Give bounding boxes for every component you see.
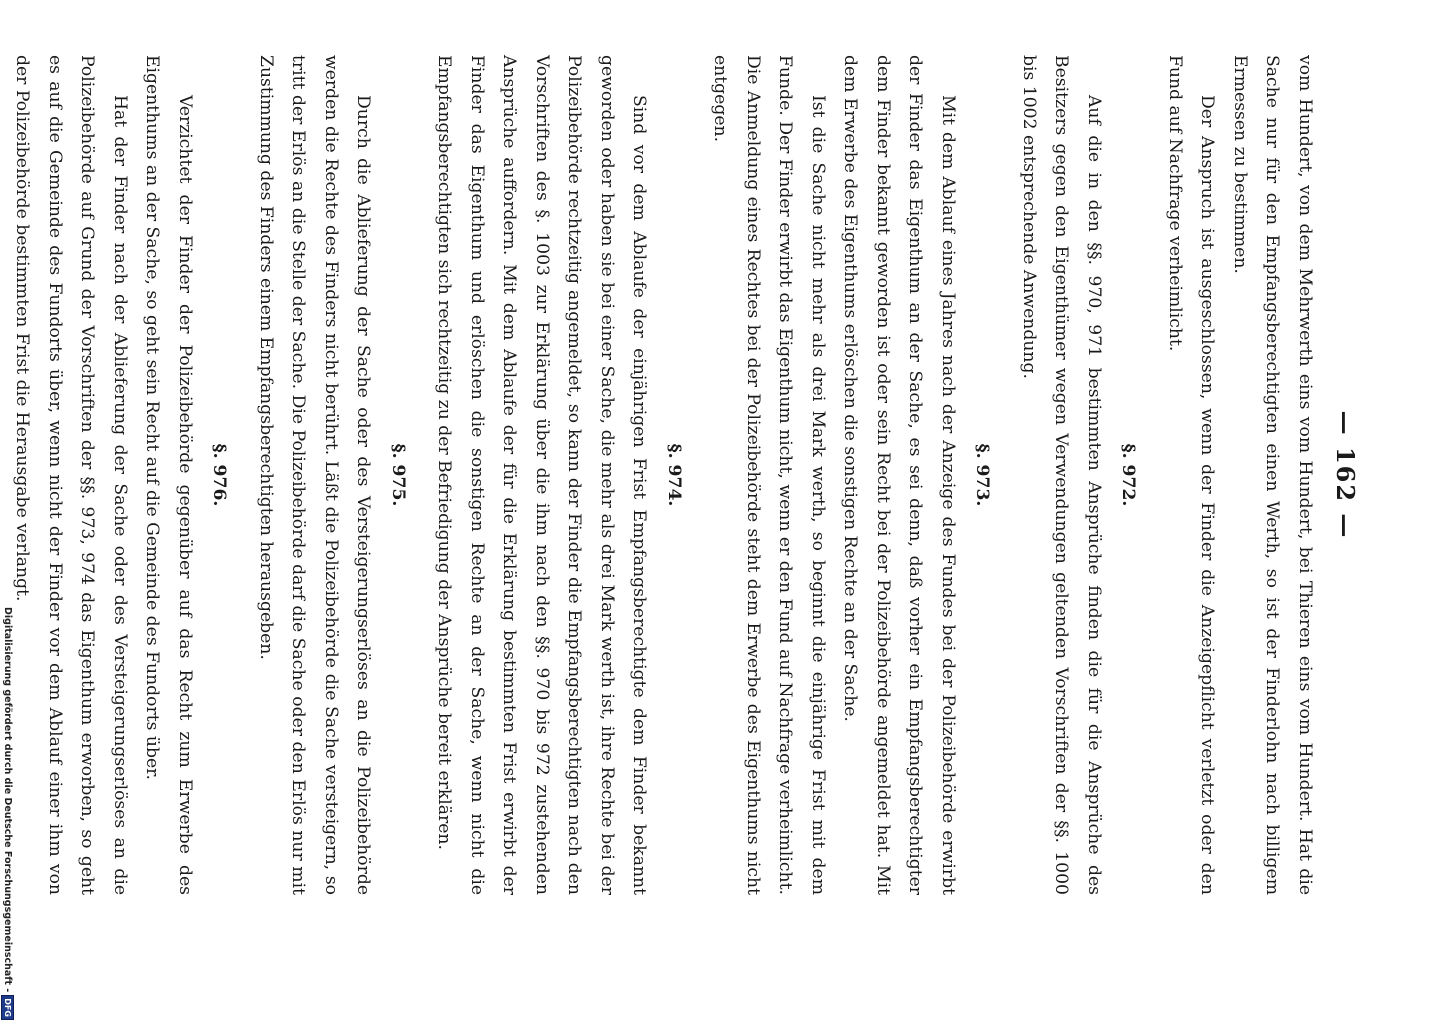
dfg-logo: DFG — [1, 995, 14, 1020]
paragraph: vom Hundert, von dem Mehrwerth eins vom Hundert, bei Thieren eins vom Hundert. Hat die Sache nur für den Empfangsberechtigten einen Werth, so ist der Finderlohn nach billigem Ermessen zu bestimmen. — [1230, 55, 1315, 895]
paragraph: Auf die in den §§. 970, 971 bestimmten Ansprüche finden die für die Ansprüche des Besitzers gegen den Eigenthümer wegen Verwendungen geltenden Vorschriften der §§. 1000 bis 1002 entsprechende Anwendung. — [1019, 55, 1104, 895]
credit-text: Digitalisierung gefördert durch die Deutsche Forschungsgemeinschaft - — [2, 607, 13, 993]
page-body — [6, 55, 1360, 895]
paragraph: Durch die Ablieferung der Sache oder des Versteigerungserlöses an die Polizeibehörde werden die Rechte des Finders nicht berührt. Läßt die Polizeibehörde die Sache versteigern, so tritt der Erlös an die Stelle der Sache. Die Polizeibehörde darf die Sache oder den Erlös nur mit Zustimmung des Finders einem Empfangsberechtigten herausgeben. — [256, 55, 374, 895]
digitization-credit — [2, 607, 16, 1017]
text-blocks — [6, 55, 1321, 895]
section-heading: §. 972. — [1118, 443, 1139, 507]
section-heading: §. 973. — [972, 443, 993, 507]
paragraph: Mit dem Ablauf eines Jahres nach der Anzeige des Fundes bei der Polizeibehörde erwirbt der Finder das Eigenthum an der Sache, es sei denn, daß vorher ein Empfangsberechtigter dem Finder bekannt geworden ist oder sein Recht bei der Polizeibehörde angemeldet hat. Mit dem Erwerbe des Eigenthums erlöschen die sonstigen Rechte an der Sache. — [840, 55, 958, 895]
credit-line — [1, 607, 14, 1017]
section-heading: §. 975. — [388, 443, 408, 507]
paragraph: Ist die Sache nicht mehr als drei Mark werth, so beginnt die einjährige Frist mit dem Funde. Der Finder erwirbt das Eigenthum nicht, wenn er den Fund auf Nachfrage verheimlicht. Die Anmeldung eines Rechtes bei der Polizeibehörde steht dem Erwerbe des Eigenthums nicht entgegen. — [710, 55, 828, 895]
paragraph: Der Anspruch ist ausgeschlossen, wenn der Finder die Anzeigepflicht verletzt oder den Fund auf Nachfrage verheimlicht. — [1165, 55, 1218, 895]
paragraph: Hat der Finder nach der Ablieferung der Sache oder des Versteigerungserlöses an die Polizeibehörde auf Grund der Vorschriften der §§. 973, 974 das Eigenthum erworben, so geht es auf die Gemeinde des Fundorts über, wenn nicht der Finder vor dem Ablauf einer ihm von der Polizeibehörde bestimmten Frist die Herausgabe verlangt. — [12, 55, 130, 895]
paragraph: Sind vor dem Ablaufe der einjährigen Frist Empfangsberechtigte dem Finder bekannt geworden oder haben sie bei einer Sache, die mehr als drei Mark werth ist, ihre Rechte bei der Polizeibehörde rechtzeitig angemeldet, so kann der Finder die Empfangsberechtigten nach den Vorschriften des §. 1003 zur Erklärung über die ihm nach den §§. 970 bis 972 zustehenden Ansprüche auffordern. Mit dem Ablaufe der für die Erklärung bestimmten Frist erwirbt der Finder das Eigenthum und erlöschen die sonstigen Rechte an der Sache, wenn nicht die Empfangsberechtigten sich rechtzeitig zu der Befriedigung der Ansprüche bereit erklären. — [434, 55, 650, 895]
paragraph: Verzichtet der Finder der Polizeibehörde gegenüber auf das Recht zum Erwerbe des Eigenthums an der Sache, so geht sein Recht auf die Gemeinde des Fundorts über. — [142, 55, 195, 895]
section-heading: §. 976. — [209, 443, 230, 507]
section-heading: §. 974. — [664, 443, 684, 507]
page-number: — 162 — — [1331, 410, 1360, 540]
